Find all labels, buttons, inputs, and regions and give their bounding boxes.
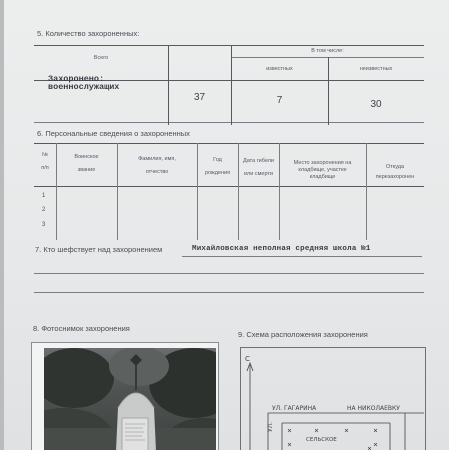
total-value: 37 [193, 92, 206, 103]
row-label-line2: военнослужащих [48, 82, 120, 92]
section7-title: 7. Кто шефствует над захоронением [35, 245, 163, 254]
section5-title: 5. Количество захороненных: [37, 29, 140, 38]
row-label-buried [48, 75, 119, 91]
header-death-date: Дата гибели или смерти [242, 158, 275, 177]
block-label: СЕЛЬСКОЕ [306, 437, 337, 443]
header-reburied-from: Откуда перезахоронен [375, 164, 415, 180]
patron-value: Михайловская неполная средняя школа №1 [192, 245, 371, 253]
burial-photo [31, 342, 219, 450]
row-label-line1: Захоронено: [48, 74, 105, 84]
col-total-header: Всего [93, 55, 109, 61]
col-including-header: В том числе: [311, 48, 344, 54]
section9-title: 9. Схема расположения захоронения [238, 330, 368, 339]
row-number: 3 [42, 222, 46, 228]
known-value: 7 [276, 95, 283, 106]
street-gagarina: УЛ. ГАГАРИНА [272, 405, 317, 412]
col-unknown-header: неизвестных [359, 66, 393, 72]
monument-picture [44, 348, 216, 450]
header-birth-year: Год рождения [204, 157, 231, 176]
col-known-header: известных [266, 66, 293, 72]
photo-image [44, 348, 216, 450]
header-name: Фамилия, имя, отчество [138, 156, 176, 175]
north-mark: С [245, 355, 250, 363]
header-rank: Воинское звание [74, 154, 99, 173]
scheme-drawing [240, 347, 424, 450]
row-number: 1 [42, 193, 46, 199]
street-nikolaevka: НА НИКОЛАЕВКУ [347, 405, 400, 412]
unknown-value: 30 [370, 99, 382, 110]
section6-title: 6. Персональные сведения о захороненных [37, 129, 190, 138]
section8-title: 8. Фотоснимок захоронения [33, 324, 130, 333]
form-sheet [4, 0, 449, 450]
side-street-label: УЛ. [267, 421, 274, 432]
row-number: 2 [42, 207, 46, 213]
header-number: № п/п [41, 152, 49, 171]
header-burial-place: Место захоронения на кладбище, участке кладбище [293, 160, 352, 180]
